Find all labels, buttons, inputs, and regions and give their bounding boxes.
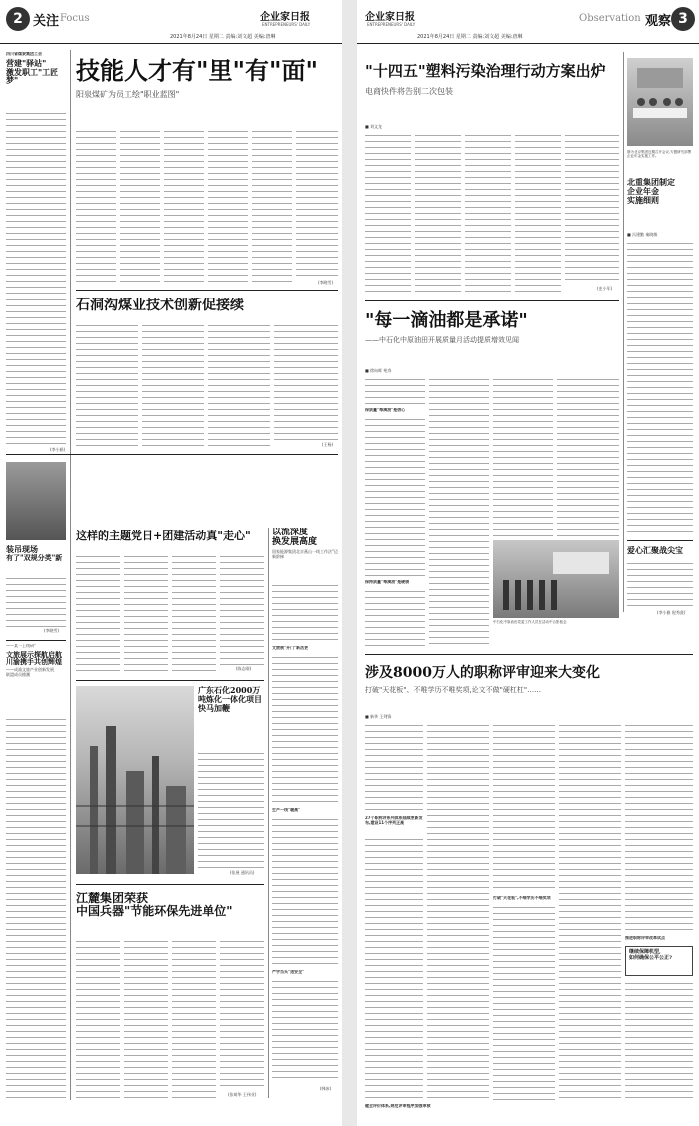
lead-column [415, 132, 461, 292]
second-author: (王杨) [322, 442, 334, 447]
second-byline: ■ 徐向晖 苑寿 [365, 368, 392, 373]
sidebar-header [627, 178, 693, 228]
fourth-column [272, 654, 338, 804]
sidebar3-subtitle: ——成渝文旅产业创新发展 [6, 667, 54, 673]
fourth-subtitle: 国家能源集团北京燕山一线工作法"迈新阶梯 [272, 548, 338, 559]
second-column [142, 322, 204, 447]
second-column [76, 322, 138, 447]
second-title: 石洞沟煤业技术创新促接续 [76, 298, 244, 313]
left-page-header [0, 0, 342, 44]
third-subtitle: 打破"天花板"、不唯学历不唯奖项,论文不做"硬杠杠"…… [365, 685, 542, 694]
meeting-photo [627, 58, 693, 146]
bottom-title: 中国兵器"节能环保先进单位" [76, 904, 233, 919]
third-column [493, 722, 555, 892]
fourth-column [272, 978, 338, 1083]
second-column [493, 376, 553, 536]
third-title: 这样的主题党日+团建活动真"走心" [76, 530, 251, 542]
lead-column [208, 128, 248, 283]
sidebar2-title: 有了"双规分类"新 [6, 552, 63, 562]
lead-column [365, 132, 411, 292]
right-page [357, 0, 699, 1126]
right-page-header [357, 0, 699, 44]
lead-byline: ■ 刘文龙 [365, 124, 383, 129]
second-subheading: 保质量"每滴油"是信心 [365, 408, 406, 412]
second-subheading: 保持质量"每滴油"是硬核 [365, 580, 410, 584]
lead-author: (史小军) [597, 286, 613, 291]
sidebar-title: 实施细则 [627, 194, 659, 205]
sidebar2-body [6, 575, 66, 627]
sidebar-title: 企业年金 [627, 185, 659, 196]
section-name: 关注 [33, 14, 60, 29]
meeting-illustration [627, 58, 693, 146]
paper-logo-en: ENTREPRENEURS' DAILY [367, 22, 416, 27]
sidebar-author: (李小娟) [50, 447, 66, 452]
sidebar2-author: (李晓雪) [44, 628, 60, 633]
second-title: "每一滴油都是承诺" [365, 310, 528, 331]
bottom-author: (张萌华 王伟业) [228, 1092, 257, 1097]
sidebar3-header [6, 644, 66, 714]
column-divider [268, 528, 269, 1098]
third-column [493, 904, 555, 1102]
article-separator [365, 300, 619, 301]
second-column [365, 416, 425, 576]
article-separator [76, 884, 264, 885]
sidebar-byline: ■ 冯建勤 秦晓敏 [627, 232, 658, 237]
sidebar2-body [627, 560, 693, 608]
article-separator [6, 454, 338, 455]
third-title: 涉及8000万人的职称评审迎来大变化 [365, 665, 600, 681]
third-byline: ■ 新华 王剑锋 [365, 714, 392, 719]
third-column [365, 722, 423, 812]
lead-author: (李晓雪) [318, 280, 334, 285]
column-divider [70, 50, 71, 1100]
sidebar-title: 营建"驿站" [6, 57, 47, 68]
bottom-article-header [76, 892, 264, 934]
lead-column [164, 128, 204, 283]
sidebar3-title: 川渝携手共创辉煌 [6, 657, 62, 667]
lead-column [252, 128, 292, 283]
lead-column [565, 132, 619, 284]
second-column [274, 322, 338, 440]
photo-author: (张展 通讯员) [230, 870, 255, 875]
refinery-illustration [76, 686, 194, 874]
sidebar2-title: 装吊现场 [6, 545, 38, 554]
third-box-line: 如何确保公平公正? [629, 954, 672, 961]
photo-caption: 图为北京集团近期召开会议,专题研究部署企业年金实施工作。 [627, 150, 692, 159]
sidebar-body-text [6, 110, 66, 445]
bottom-column [172, 938, 216, 1098]
third-column [365, 836, 423, 1101]
third-column [172, 553, 216, 673]
column-divider [623, 52, 624, 612]
second-column [365, 376, 425, 404]
third-subheading: 健全评价体系,规范评审程序加强审核 [365, 1104, 431, 1108]
sidebar3-title: 文旅展示探航启航 [6, 649, 62, 659]
lead-column [120, 128, 160, 283]
article-separator [627, 540, 693, 541]
photo2-caption: 中石化中原油田党委工作人员在活动中合影留念 [493, 620, 567, 624]
paper-logo: 企业家日报 [260, 12, 310, 23]
photo-article-title [198, 686, 264, 746]
fourth-column [272, 816, 338, 966]
date-line: 2021年8月24日 星期二 责编:刘文超 美编:唐琳 [170, 34, 276, 40]
lead-column [515, 132, 561, 292]
third-column [76, 553, 120, 673]
fourth-title: 换发展高度 [272, 536, 318, 547]
third-column [124, 553, 168, 673]
section-name-en: Observation [579, 13, 641, 24]
photo-article-body [198, 750, 264, 868]
fourth-title: 以流深度 [272, 528, 309, 537]
sidebar-title: 北重集团制定 [627, 178, 675, 187]
fourth-subheading: 严字当头"送安全" [272, 970, 305, 974]
page-number-badge: 2 [6, 7, 30, 31]
bottom-column [220, 938, 264, 1088]
photo-title: 广东石化2000万吨炼化一体化项目快马加鞭 [198, 686, 262, 713]
sidebar2-header [6, 545, 66, 575]
page-gutter [342, 0, 357, 1126]
third-column [625, 980, 693, 1102]
fourth-column [272, 582, 338, 642]
paper-logo-en: ENTREPRENEURS' DAILY [262, 22, 311, 27]
left-page [0, 0, 342, 1126]
third-article-header [365, 662, 693, 710]
third-column [427, 722, 489, 1102]
second-column [208, 322, 270, 447]
refinery-photo [76, 686, 194, 874]
article-separator [76, 680, 264, 681]
sidebar-article-header [6, 52, 66, 110]
sidebar-photo [6, 462, 66, 540]
lead-subtitle: 阳泉煤矿为员工绘"职业蓝图" [76, 90, 180, 100]
second-column [557, 376, 619, 536]
second-article-header [365, 308, 619, 366]
lead-title: 技能人才有"里"有"面" [76, 56, 319, 85]
sidebar3-body [6, 716, 66, 1101]
article-separator [365, 654, 693, 655]
paper-logo: 企业家日报 [365, 12, 415, 23]
sidebar3-subtitle: 联盟成员掀潮 [6, 671, 30, 677]
section-name-en: Focus [60, 13, 90, 24]
section-name: 观察 [645, 14, 672, 29]
bottom-title: 江麓集团荣获 [76, 892, 149, 905]
third-author: (陈志刚) [236, 666, 252, 671]
sidebar-title: 激发职工"工匠梦" [6, 66, 59, 86]
bottom-column [124, 938, 168, 1098]
lead-column [76, 128, 116, 283]
article-separator [6, 640, 66, 641]
sidebar-kicker: 四川省煤炭集团工会 [6, 52, 42, 56]
lead-article-header [365, 56, 619, 120]
third-column [559, 722, 621, 1102]
sidebar2-title: 爱心汇聚战尖宝 [627, 546, 683, 555]
second-column [429, 376, 489, 646]
third-subheading: 推进职称评审改革试点 [625, 936, 665, 940]
article-separator [76, 290, 338, 291]
sidebar-body [627, 240, 693, 535]
group-illustration [493, 540, 619, 618]
fourth-article-header [272, 528, 338, 580]
third-subheading: 打破"天花板",不唯学历不唯奖项 [493, 896, 551, 900]
third-column [220, 553, 264, 665]
third-column [625, 722, 693, 932]
third-box-line: 继续保障机型, [629, 949, 661, 955]
lead-article-header [76, 52, 338, 124]
fourth-subheading: 生产一线"暖高" [272, 808, 301, 812]
lead-column [465, 132, 511, 292]
date-line: 2021年8月24日 星期二 责编:刘文超 美编:唐琳 [417, 34, 523, 40]
fourth-subheading: 文旅展"开门"新活更 [272, 646, 309, 650]
bottom-column [76, 938, 120, 1098]
lead-subtitle: 电商快件将告别二次包装 [365, 86, 453, 96]
lead-column [296, 128, 338, 278]
lead-title: "十四五"塑料污染治理行动方案出炉 [365, 62, 606, 80]
fourth-author: (韩冰) [320, 1086, 332, 1091]
activity-photo [493, 540, 619, 618]
second-subtitle: ——中石化中原油田开展质量月活动提质增效见闻 [365, 335, 519, 344]
page-number-badge: 3 [671, 7, 695, 31]
sidebar3-kicker: ——某一上线研" [6, 644, 36, 648]
second-column [365, 588, 425, 646]
third-subheading: 27个职称评系列体系陆续更新发布,建设11个序列正高 [365, 816, 423, 825]
third-info-box [625, 946, 693, 976]
sidebar2-author: (李小雅 倪秀贤) [657, 610, 686, 615]
